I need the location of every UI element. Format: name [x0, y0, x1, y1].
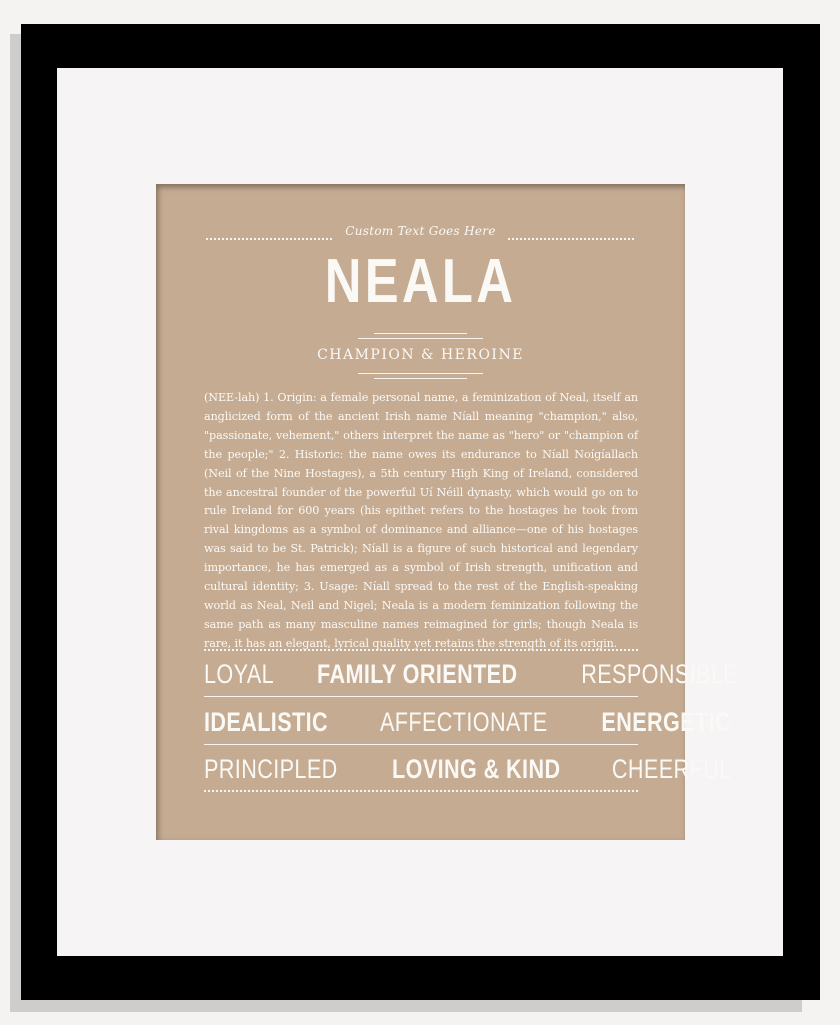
trait-row-1 — [204, 654, 739, 690]
trait-row-3 — [204, 749, 732, 785]
dotted-divider-left — [206, 238, 332, 240]
name-print — [156, 184, 739, 840]
trait: AFFECTIONATE — [379, 707, 548, 737]
dotted-divider-right — [508, 238, 634, 240]
trait: CHEERFUL — [611, 754, 732, 784]
name-title: NEALA — [324, 247, 517, 316]
dotted-divider-traits-top — [204, 649, 638, 651]
trait: LOVING & KIND — [392, 754, 561, 784]
name-meaning: CHAMPION & HEROINE — [317, 347, 524, 363]
trait: ENERGETIC — [600, 707, 731, 737]
rule-above-meaning-2 — [358, 338, 483, 339]
rule-above-meaning-1 — [374, 333, 467, 334]
trait: LOYAL — [204, 659, 275, 689]
rule-below-meaning-1 — [358, 373, 483, 374]
rule-below-meaning-2 — [374, 378, 467, 379]
name-description: (NEE-lah) 1. Origin: a female personal name, a feminization of Neal, itself an anglicized form of the ancient Irish name Níall meaning "champion," also, "passionate, vehement," others interpret the name as "hero" or "champion of the people;" 2. Historic: the name owes its endurance to Níall Noígíallach (Neil of the Nine Hostages), a 5th century High King of Ireland, considered the ancestral founder of the powerful Uí Néill dynasty, which would go on to rule Ireland for 600 years (his epithet refers to the hostages he took from rival kingdoms as a symbol of dominance and alliance—one of his hostages was said to be St. Patrick); Níall is a figure of such historical and legendary importance, he has emerged as a symbol of Irish strength, unification and cultural identity; 3. Usage: Níall spread to the rest of the English-speaking world as Neal, Neil and Nigel; Neala is a modern feminization following the same path as many masculine names reimagined for girls; though Neala is rare, it has an elegant, lyrical quality yet retains the strength of its origin. — [204, 391, 638, 650]
trait: PRINCIPLED — [204, 754, 338, 784]
trait-row-2 — [204, 702, 731, 738]
trait-rule-2 — [204, 744, 638, 745]
dotted-divider-traits-bottom — [204, 790, 638, 792]
trait: RESPONSIBLE — [581, 659, 739, 689]
custom-text: Custom Text Goes Here — [345, 224, 496, 238]
trait: IDEALISTIC — [204, 707, 329, 737]
trait: FAMILY ORIENTED — [316, 659, 518, 689]
trait-rule-1 — [204, 696, 638, 697]
